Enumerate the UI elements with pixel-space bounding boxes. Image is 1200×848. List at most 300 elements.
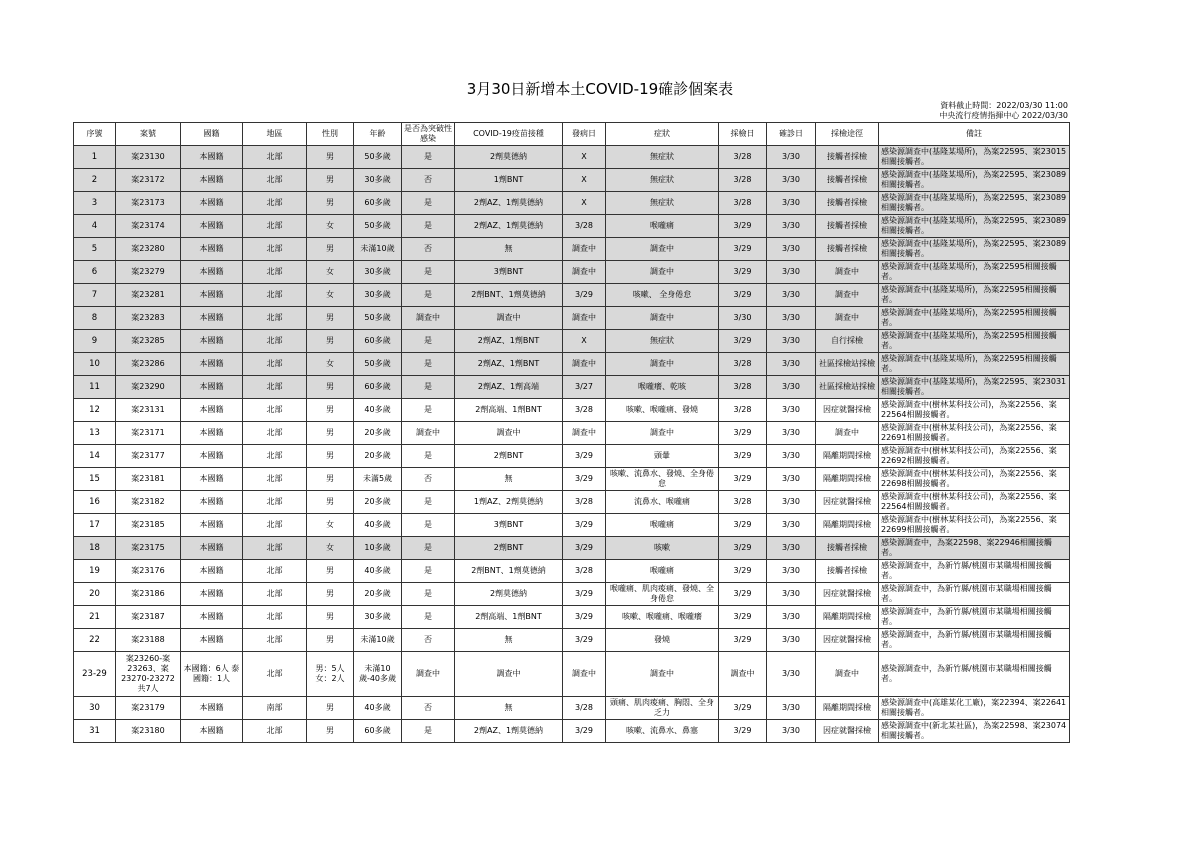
cell-test-date: 3/29 — [719, 238, 767, 261]
cell-onset-date: 3/29 — [563, 583, 606, 606]
cell-test-date: 3/29 — [719, 215, 767, 238]
cell-vaccination: 2劑高端、1劑BNT — [455, 399, 563, 422]
cell-confirm-date: 3/30 — [767, 330, 816, 353]
cell-region: 北部 — [243, 537, 307, 560]
cell-seq: 16 — [74, 491, 116, 514]
cell-case-no: 案23171 — [116, 422, 181, 445]
cell-seq: 7 — [74, 284, 116, 307]
col-header-confirm-date: 確診日 — [767, 123, 816, 146]
cell-confirm-date: 3/30 — [767, 652, 816, 697]
cell-case-no: 案23177 — [116, 445, 181, 468]
cell-remarks: 感染源調查中(樹林某科技公司)，為案22556、案22564相關接觸者。 — [879, 491, 1070, 514]
cell-confirm-date: 3/30 — [767, 560, 816, 583]
cell-confirm-date: 3/30 — [767, 422, 816, 445]
table-row — [74, 399, 1070, 422]
cell-confirm-date: 3/30 — [767, 215, 816, 238]
cell-test-date: 3/28 — [719, 169, 767, 192]
table-row — [74, 583, 1070, 606]
cell-onset-date: X — [563, 169, 606, 192]
cell-region: 北部 — [243, 606, 307, 629]
table-row — [74, 192, 1070, 215]
cell-test-date: 3/29 — [719, 720, 767, 743]
table-row — [74, 238, 1070, 261]
cell-region: 北部 — [243, 307, 307, 330]
cell-age: 60多歲 — [354, 192, 402, 215]
cell-symptoms: 無症狀 — [606, 146, 719, 169]
cell-seq: 23-29 — [74, 652, 116, 697]
cell-confirm-date: 3/30 — [767, 192, 816, 215]
cell-breakthrough: 調查中 — [402, 422, 455, 445]
cell-confirm-date: 3/30 — [767, 284, 816, 307]
cell-remarks: 感染源調查中(樹林某科技公司)，為案22556、案22692相關接觸者。 — [879, 445, 1070, 468]
cell-nationality: 本國籍 — [181, 560, 243, 583]
case-table-body — [74, 146, 1070, 743]
cell-nationality: 本國籍 — [181, 491, 243, 514]
cell-region: 北部 — [243, 583, 307, 606]
cell-symptoms: 調查中 — [606, 652, 719, 697]
cell-breakthrough: 否 — [402, 468, 455, 491]
table-row — [74, 169, 1070, 192]
cell-symptoms: 調查中 — [606, 238, 719, 261]
cell-test-route: 接觸者採檢 — [816, 169, 879, 192]
cell-onset-date: 3/28 — [563, 560, 606, 583]
cell-confirm-date: 3/30 — [767, 697, 816, 720]
cell-nationality: 本國籍 — [181, 284, 243, 307]
cell-sex: 男 — [307, 468, 354, 491]
cell-case-no: 案23286 — [116, 353, 181, 376]
cell-confirm-date: 3/30 — [767, 376, 816, 399]
table-row — [74, 720, 1070, 743]
cell-breakthrough: 否 — [402, 629, 455, 652]
cell-case-no: 案23280 — [116, 238, 181, 261]
cell-test-date: 3/29 — [719, 468, 767, 491]
cell-confirm-date: 3/30 — [767, 146, 816, 169]
cell-nationality: 本國籍 — [181, 606, 243, 629]
cell-breakthrough: 否 — [402, 697, 455, 720]
cell-remarks: 感染源調查中(基隆某場所)，為案22595、案23089相關接觸者。 — [879, 238, 1070, 261]
cell-nationality: 本國籍 — [181, 238, 243, 261]
col-header-sex: 性別 — [307, 123, 354, 146]
cell-breakthrough: 是 — [402, 514, 455, 537]
col-header-seq: 序號 — [74, 123, 116, 146]
cell-age: 30多歲 — [354, 169, 402, 192]
cell-region: 北部 — [243, 146, 307, 169]
cell-symptoms: 調查中 — [606, 307, 719, 330]
cell-vaccination: 2劑莫德納 — [455, 146, 563, 169]
cell-confirm-date: 3/30 — [767, 720, 816, 743]
table-row — [74, 146, 1070, 169]
cell-breakthrough: 是 — [402, 192, 455, 215]
cell-symptoms: 咳嗽、流鼻水、發燒、全身倦怠 — [606, 468, 719, 491]
cell-nationality: 本國籍 — [181, 353, 243, 376]
cell-breakthrough: 是 — [402, 330, 455, 353]
cell-seq: 1 — [74, 146, 116, 169]
cell-sex: 男 — [307, 629, 354, 652]
cell-seq: 20 — [74, 583, 116, 606]
cell-confirm-date: 3/30 — [767, 537, 816, 560]
cell-nationality: 本國籍 — [181, 514, 243, 537]
cell-remarks: 感染源調查中，為案22598、案22946相關接觸者。 — [879, 537, 1070, 560]
cell-test-route: 接觸者採檢 — [816, 192, 879, 215]
cell-symptoms: 流鼻水、喉嚨痛 — [606, 491, 719, 514]
cell-seq: 18 — [74, 537, 116, 560]
cell-breakthrough: 是 — [402, 445, 455, 468]
cell-age: 60多歲 — [354, 720, 402, 743]
cell-remarks: 感染源調查中，為新竹縣/桃園市某職場相關接觸者。 — [879, 652, 1070, 697]
table-row — [74, 261, 1070, 284]
table-row — [74, 468, 1070, 491]
cell-sex: 男 — [307, 399, 354, 422]
cell-test-route: 調查中 — [816, 261, 879, 284]
cell-nationality: 本國籍 — [181, 215, 243, 238]
cell-confirm-date: 3/30 — [767, 238, 816, 261]
col-header-test-date: 採檢日 — [719, 123, 767, 146]
cell-test-date: 3/30 — [719, 307, 767, 330]
cell-test-date: 3/29 — [719, 697, 767, 720]
col-header-vaccination: COVID-19疫苗接種 — [455, 123, 563, 146]
cell-confirm-date: 3/30 — [767, 606, 816, 629]
cell-nationality: 本國籍 — [181, 146, 243, 169]
cell-test-date: 3/29 — [719, 560, 767, 583]
cell-test-route: 因症就醫採檢 — [816, 491, 879, 514]
cell-onset-date: 3/29 — [563, 606, 606, 629]
cell-test-route: 因症就醫採檢 — [816, 583, 879, 606]
cell-confirm-date: 3/30 — [767, 399, 816, 422]
cell-breakthrough: 否 — [402, 169, 455, 192]
cell-test-date: 3/29 — [719, 629, 767, 652]
cell-vaccination: 3劑BNT — [455, 514, 563, 537]
cell-confirm-date: 3/30 — [767, 514, 816, 537]
cell-seq: 4 — [74, 215, 116, 238]
page-title: 3月30日新增本土COVID-19確診個案表 — [466, 80, 734, 98]
cell-test-route: 隔離期間採檢 — [816, 445, 879, 468]
col-header-test-route: 採檢途徑 — [816, 123, 879, 146]
cell-vaccination: 2劑AZ、1劑莫德納 — [455, 720, 563, 743]
cell-remarks: 感染源調查中(樹林某科技公司)，為案22556、案22698相關接觸者。 — [879, 468, 1070, 491]
cell-symptoms: 喉嚨痛 — [606, 560, 719, 583]
cell-nationality: 本國籍 — [181, 422, 243, 445]
table-header-row — [74, 123, 1070, 146]
cell-region: 北部 — [243, 468, 307, 491]
cell-remarks: 感染源調查中(基隆某場所)，為案22595、案23089相關接觸者。 — [879, 192, 1070, 215]
data-cutoff-time: 資料截止時間：2022/03/30 11:00 — [940, 101, 1068, 110]
cell-remarks: 感染源調查中(基隆某場所)，為案22595相關接觸者。 — [879, 261, 1070, 284]
col-header-onset-date: 發病日 — [563, 123, 606, 146]
cell-nationality: 本國籍 — [181, 307, 243, 330]
cell-onset-date: 調查中 — [563, 238, 606, 261]
cell-symptoms: 咳嗽、喉嚨痛、喉嚨癢 — [606, 606, 719, 629]
col-header-symptoms: 症狀 — [606, 123, 719, 146]
cell-region: 北部 — [243, 215, 307, 238]
cell-vaccination: 調查中 — [455, 422, 563, 445]
cell-test-route: 接觸者採檢 — [816, 537, 879, 560]
cell-case-no: 案23281 — [116, 284, 181, 307]
cell-test-date: 3/29 — [719, 606, 767, 629]
cell-region: 南部 — [243, 697, 307, 720]
cell-age: 未滿10歲 — [354, 629, 402, 652]
cell-nationality: 本國籍 — [181, 192, 243, 215]
table-row — [74, 445, 1070, 468]
cell-case-no: 案23279 — [116, 261, 181, 284]
cell-test-route: 調查中 — [816, 284, 879, 307]
cell-region: 北部 — [243, 445, 307, 468]
cell-age: 未滿10歲-40多歲 — [354, 652, 402, 697]
cell-test-date: 3/28 — [719, 192, 767, 215]
cell-vaccination: 2劑BNT、1劑莫德納 — [455, 560, 563, 583]
cell-vaccination: 1劑AZ、2劑莫德納 — [455, 491, 563, 514]
cell-remarks: 感染源調查中(基隆某場所)，為案22595、案23089相關接觸者。 — [879, 215, 1070, 238]
cell-region: 北部 — [243, 720, 307, 743]
cell-onset-date: 3/27 — [563, 376, 606, 399]
table-row — [74, 514, 1070, 537]
cell-seq: 12 — [74, 399, 116, 422]
cell-confirm-date: 3/30 — [767, 307, 816, 330]
cell-case-no: 案23130 — [116, 146, 181, 169]
col-header-remarks: 備註 — [879, 123, 1070, 146]
col-header-nationality: 國籍 — [181, 123, 243, 146]
cell-sex: 男 — [307, 192, 354, 215]
cell-remarks: 感染源調查中(基隆某場所)，為案22595、案23089相關接觸者。 — [879, 169, 1070, 192]
cell-breakthrough: 是 — [402, 261, 455, 284]
cell-sex: 女 — [307, 284, 354, 307]
col-header-region: 地區 — [243, 123, 307, 146]
cell-remarks: 感染源調查中(樹林某科技公司)，為案22556、案22699相關接觸者。 — [879, 514, 1070, 537]
cell-age: 50多歲 — [354, 353, 402, 376]
cell-case-no: 案23179 — [116, 697, 181, 720]
cell-vaccination: 無 — [455, 238, 563, 261]
cell-breakthrough: 是 — [402, 537, 455, 560]
cell-age: 20多歲 — [354, 583, 402, 606]
cell-nationality: 本國籍 — [181, 583, 243, 606]
cell-test-route: 接觸者採檢 — [816, 560, 879, 583]
cell-breakthrough: 是 — [402, 284, 455, 307]
table-row — [74, 537, 1070, 560]
cell-onset-date: 調查中 — [563, 652, 606, 697]
cell-age: 20多歲 — [354, 445, 402, 468]
cell-case-no: 案23173 — [116, 192, 181, 215]
table-row — [74, 491, 1070, 514]
cell-remarks: 感染源調查中，為新竹縣/桃園市某職場相關接觸者。 — [879, 606, 1070, 629]
col-header-case-no: 案號 — [116, 123, 181, 146]
cell-remarks: 感染源調查中(基隆某場所)，為案22595相關接觸者。 — [879, 307, 1070, 330]
cell-vaccination: 無 — [455, 468, 563, 491]
cell-test-date: 3/29 — [719, 422, 767, 445]
cell-onset-date: 3/29 — [563, 284, 606, 307]
cell-test-route: 因症就醫採檢 — [816, 629, 879, 652]
cell-test-route: 接觸者採檢 — [816, 146, 879, 169]
cell-region: 北部 — [243, 560, 307, 583]
cell-confirm-date: 3/30 — [767, 491, 816, 514]
cell-confirm-date: 3/30 — [767, 629, 816, 652]
cell-breakthrough: 是 — [402, 353, 455, 376]
cell-remarks: 感染源調查中，為新竹縣/桃園市某職場相關接觸者。 — [879, 583, 1070, 606]
cell-case-no: 案23181 — [116, 468, 181, 491]
cell-onset-date: 3/29 — [563, 720, 606, 743]
cell-onset-date: X — [563, 146, 606, 169]
cell-seq: 22 — [74, 629, 116, 652]
cell-age: 50多歲 — [354, 215, 402, 238]
cell-nationality: 本國籍 — [181, 261, 243, 284]
cell-symptoms: 無症狀 — [606, 169, 719, 192]
cell-remarks: 感染源調查中(新北某社區)，為案22598、案23074相關接觸者。 — [879, 720, 1070, 743]
cell-seq: 9 — [74, 330, 116, 353]
cell-test-route: 隔離期間採檢 — [816, 514, 879, 537]
cell-vaccination: 2劑BNT — [455, 537, 563, 560]
data-source: 中央流行疫情指揮中心 2022/03/30 — [939, 111, 1068, 120]
cell-vaccination: 2劑AZ、1劑莫德納 — [455, 215, 563, 238]
cell-confirm-date: 3/30 — [767, 169, 816, 192]
cell-test-route: 接觸者採檢 — [816, 238, 879, 261]
cell-remarks: 感染源調查中(樹林某科技公司)，為案22556、案22691相關接觸者。 — [879, 422, 1070, 445]
cell-age: 50多歲 — [354, 307, 402, 330]
cell-vaccination: 2劑AZ、1劑BNT — [455, 353, 563, 376]
cell-seq: 10 — [74, 353, 116, 376]
table-row — [74, 652, 1070, 697]
cell-test-date: 3/29 — [719, 514, 767, 537]
table-row — [74, 560, 1070, 583]
cell-vaccination: 2劑AZ、1劑BNT — [455, 330, 563, 353]
cell-sex: 男 — [307, 491, 354, 514]
cell-symptoms: 咳嗽、喉嚨痛、發燒 — [606, 399, 719, 422]
cell-onset-date: 3/28 — [563, 491, 606, 514]
cell-seq: 3 — [74, 192, 116, 215]
cell-test-route: 調查中 — [816, 307, 879, 330]
cell-vaccination: 調查中 — [455, 307, 563, 330]
cell-onset-date: X — [563, 330, 606, 353]
cell-symptoms: 頭暈 — [606, 445, 719, 468]
cell-vaccination: 3劑BNT — [455, 261, 563, 284]
cell-test-route: 隔離期間採檢 — [816, 697, 879, 720]
cell-sex: 男 — [307, 560, 354, 583]
cell-vaccination: 無 — [455, 629, 563, 652]
cell-region: 北部 — [243, 376, 307, 399]
table-row — [74, 284, 1070, 307]
cell-remarks: 感染源調查中(高雄某化工廠)，案22394、案22641相關接觸者。 — [879, 697, 1070, 720]
cell-sex: 男 — [307, 307, 354, 330]
cell-symptoms: 無症狀 — [606, 192, 719, 215]
cell-test-date: 3/28 — [719, 146, 767, 169]
cell-region: 北部 — [243, 330, 307, 353]
cell-nationality: 本國籍：6人 泰國籍：1人 — [181, 652, 243, 697]
cell-symptoms: 無症狀 — [606, 330, 719, 353]
cell-seq: 14 — [74, 445, 116, 468]
cell-case-no: 案23182 — [116, 491, 181, 514]
cell-vaccination: 2劑AZ、1劑莫德納 — [455, 192, 563, 215]
cell-case-no: 案23260-案23263、案23270-23272共7人 — [116, 652, 181, 697]
cell-remarks: 感染源調查中(基隆某場所)，為案22595相關接觸者。 — [879, 284, 1070, 307]
cell-breakthrough: 是 — [402, 560, 455, 583]
cell-confirm-date: 3/30 — [767, 583, 816, 606]
cell-breakthrough: 是 — [402, 399, 455, 422]
cell-case-no: 案23180 — [116, 720, 181, 743]
table-row — [74, 353, 1070, 376]
cell-age: 未滿10歲 — [354, 238, 402, 261]
cell-remarks: 感染源調查中(樹林某科技公司)，為案22556、案22564相關接觸者。 — [879, 399, 1070, 422]
cell-remarks: 感染源調查中(基隆某場所)，為案22595、案23031相關接觸者。 — [879, 376, 1070, 399]
cell-sex: 男：5人 女：2人 — [307, 652, 354, 697]
cell-nationality: 本國籍 — [181, 468, 243, 491]
cell-region: 北部 — [243, 514, 307, 537]
cell-age: 60多歲 — [354, 376, 402, 399]
cell-age: 30多歲 — [354, 261, 402, 284]
cell-onset-date: 3/29 — [563, 514, 606, 537]
cell-age: 20多歲 — [354, 491, 402, 514]
cell-test-date: 3/29 — [719, 445, 767, 468]
cell-test-route: 因症就醫採檢 — [816, 399, 879, 422]
cell-symptoms: 頭痛、肌肉痠痛、胸悶、全身乏力 — [606, 697, 719, 720]
cell-remarks: 感染源調查中(基隆某場所)，為案22595、案23015相關接觸者。 — [879, 146, 1070, 169]
cell-sex: 男 — [307, 146, 354, 169]
cell-test-route: 隔離期間採檢 — [816, 468, 879, 491]
cell-sex: 女 — [307, 215, 354, 238]
table-row — [74, 307, 1070, 330]
cell-nationality: 本國籍 — [181, 376, 243, 399]
cell-test-date: 3/29 — [719, 583, 767, 606]
cell-onset-date: 調查中 — [563, 422, 606, 445]
cell-onset-date: 3/28 — [563, 215, 606, 238]
cell-remarks: 感染源調查中(基隆某場所)，為案22595相關接觸者。 — [879, 330, 1070, 353]
cell-sex: 男 — [307, 422, 354, 445]
cell-confirm-date: 3/30 — [767, 468, 816, 491]
cell-test-date: 3/29 — [719, 284, 767, 307]
cell-remarks: 感染源調查中(基隆某場所)，為案22595相關接觸者。 — [879, 353, 1070, 376]
cell-test-date: 3/28 — [719, 399, 767, 422]
cell-breakthrough: 是 — [402, 376, 455, 399]
cell-region: 北部 — [243, 284, 307, 307]
cell-region: 北部 — [243, 629, 307, 652]
cell-onset-date: 調查中 — [563, 307, 606, 330]
cell-symptoms: 咳嗽 — [606, 537, 719, 560]
cell-breakthrough: 是 — [402, 215, 455, 238]
cell-seq: 17 — [74, 514, 116, 537]
cell-onset-date: 3/29 — [563, 468, 606, 491]
cell-case-no: 案23187 — [116, 606, 181, 629]
cell-sex: 男 — [307, 445, 354, 468]
cell-symptoms: 喉嚨痛 — [606, 514, 719, 537]
cell-seq: 2 — [74, 169, 116, 192]
cell-age: 40多歲 — [354, 560, 402, 583]
cell-breakthrough: 否 — [402, 238, 455, 261]
cell-seq: 6 — [74, 261, 116, 284]
cell-seq: 11 — [74, 376, 116, 399]
cell-onset-date: X — [563, 192, 606, 215]
cell-test-date: 3/29 — [719, 261, 767, 284]
cell-age: 20多歲 — [354, 422, 402, 445]
cell-breakthrough: 是 — [402, 720, 455, 743]
cell-case-no: 案23188 — [116, 629, 181, 652]
cell-nationality: 本國籍 — [181, 330, 243, 353]
cell-test-date: 3/28 — [719, 376, 767, 399]
cell-region: 北部 — [243, 491, 307, 514]
cell-onset-date: 3/28 — [563, 399, 606, 422]
cell-age: 50多歲 — [354, 146, 402, 169]
cell-case-no: 案23283 — [116, 307, 181, 330]
cell-region: 北部 — [243, 399, 307, 422]
cell-test-date: 3/29 — [719, 330, 767, 353]
cell-seq: 15 — [74, 468, 116, 491]
cell-case-no: 案23172 — [116, 169, 181, 192]
cell-test-route: 社區採檢站採檢 — [816, 353, 879, 376]
cell-nationality: 本國籍 — [181, 399, 243, 422]
cell-onset-date: 調查中 — [563, 353, 606, 376]
cell-seq: 31 — [74, 720, 116, 743]
cell-sex: 男 — [307, 169, 354, 192]
cell-breakthrough: 是 — [402, 146, 455, 169]
cell-vaccination: 2劑AZ、1劑高端 — [455, 376, 563, 399]
cell-vaccination: 2劑BNT、1劑莫德納 — [455, 284, 563, 307]
cell-sex: 女 — [307, 353, 354, 376]
cell-confirm-date: 3/30 — [767, 353, 816, 376]
